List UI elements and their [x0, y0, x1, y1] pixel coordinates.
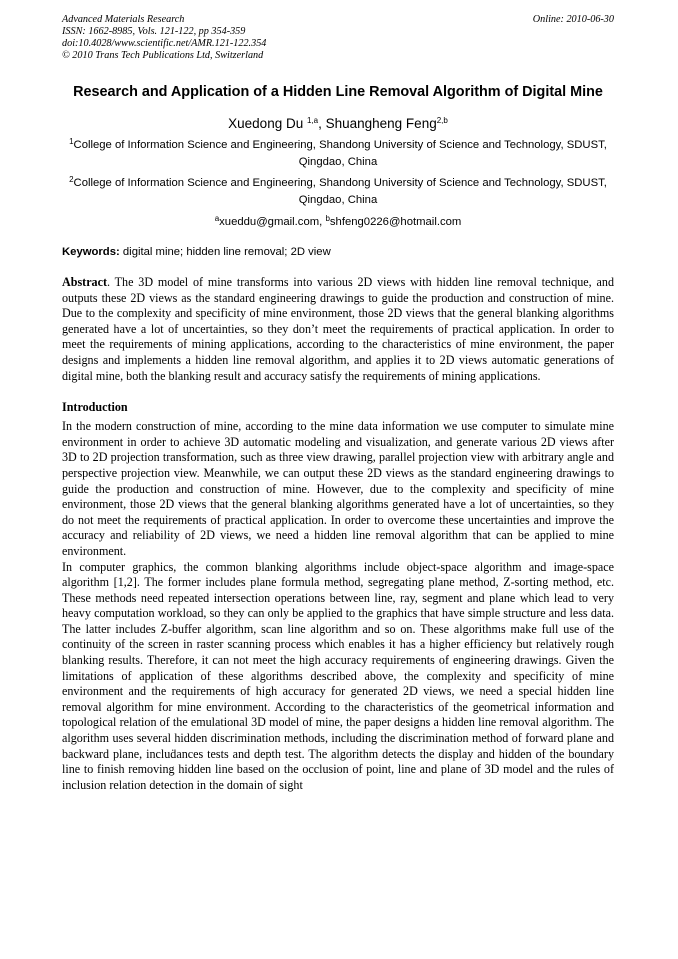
body-paragraph: In the modern construction of mine, according to the mine data information we use computer to simulate mine environment in order to achieve 3D automatic modeling and visualization, and generate various 2D views after 3D to 2D projection transformation, such as three view drawing, parallel projection view with arbitrary angle and perspective projection view. Meanwhile, we can output these 2D views as the standard engineering drawings to guide the production and construction of mine. However, due to the complexity and specificity of mine environment, those 2D views that the general blanking algorithms generated have a lot of uncertainties, so they do not meet the requirements of practical application. In order to overcome these uncertainties and improve the accuracy and reliability of 2D views, we need a hidden line removal algorithm that can be applied to mine environment.: [62, 419, 614, 558]
paper-title: Research and Application of a Hidden Line Removal Algorithm of Digital Mine: [73, 84, 603, 100]
affiliation: [62, 137, 614, 170]
email-mark: b: [325, 214, 330, 223]
section-heading-introduction: Introduction: [62, 400, 128, 415]
author-separator: ,: [318, 116, 326, 131]
doi-line: doi:10.4028/www.scientific.net/AMR.121-122.354: [62, 38, 267, 49]
affiliation-text: College of Information Science and Engineering, Shandong University of Science and Technology, SDUST, Qingdao, China: [73, 139, 607, 168]
author-affiliation-mark: 1,a: [306, 116, 319, 125]
email-mark: a: [214, 214, 220, 223]
keywords-label: Keywords:: [62, 246, 120, 258]
keywords: [62, 244, 614, 260]
online-date: Online: 2010-06-30: [532, 14, 614, 25]
copyright-line: © 2010 Trans Tech Publications Ltd, Switzerland: [62, 50, 264, 61]
email-address: shfeng0226@hotmail.com: [329, 216, 462, 228]
paper-page: [62, 14, 614, 793]
affiliation-text: College of Information Science and Engineering, Shandong University of Science and Technology, SDUST, Qingdao, China: [73, 177, 607, 206]
issn-line: ISSN: 1662-8985, Vols. 121-122, pp 354-359: [62, 26, 246, 37]
abstract-text: . The 3D model of mine transforms into various 2D views with hidden line removal technique, and outputs these 2D views as the standard engineering drawings to guide the production and construction of mine. Due to the complexity and specificity of mine environment, those 2D views that the general blanking algorithms generated have a lot of uncertainties, so they don’t meet the requirements of practical application. In order to meet the requirements of mining applications, according to the characteristics of mine environment, the paper designs and implements a hidden line removal algorithm, and applies it to 2D views automatic generations of digital mine, both the blanking result and accuracy satisfy the requirements of mining applications.: [62, 275, 614, 383]
affiliation-mark: 2: [69, 175, 74, 184]
journal-name: Advanced Materials Research: [62, 14, 185, 25]
body-paragraph: In computer graphics, the common blanking algorithms include object-space algorithm and image-space algorithm [1,2]. The former includes plane formula method, segregating plane method, Z-sorting method, etc. These methods need repeated intersection operations between line, ray, segment and plane which lead to very heavy computation workload, so they can only be applied to the graphics that have simple structure and less data. The latter includes Z-buffer algorithm, scan line algorithm and so on. These algorithms make full use of the continuity of the screen in raster scanning process which enables it has a higher efficiency but relatively rough blanking results. Therefore, it can not meet the high accuracy requirements of engineering drawings. Given the limitations of application of these algorithms described above, the complexity and specificity of mine environment and the requirements of high accuracy for generated 2D views, we need a special hidden line removal algorithm for mine environment. According to the characteristics of the geometrical information and topological relation of the emulational 3D model of mine, the paper designs a hidden line removal algorithm. The algorithm uses several hidden discrimination methods, including the discrimination method of forward plane and backward plane, incluḋances tests and depth test. The algorithm detects the display and hidden of the boundary line to finish removing hidden line based on the occlusion of point, line and plane of 3D model and the rules of inclusion relation detection in the domain of sight: [62, 559, 614, 792]
abstract-label: Abstract: [62, 275, 108, 289]
author-list: [62, 115, 614, 133]
author-name: Xuedong Du: [228, 116, 307, 131]
email-address: xueddu@gmail.com,: [219, 216, 326, 228]
affiliation-mark: 1: [69, 137, 74, 146]
keywords-text: digital mine; hidden line removal; 2D view: [119, 246, 331, 258]
abstract: [62, 275, 614, 384]
affiliation: [62, 175, 614, 208]
author-emails: [62, 214, 614, 230]
author-name: Shuangheng Feng: [325, 116, 437, 131]
author-affiliation-mark: 2,b: [436, 116, 448, 125]
